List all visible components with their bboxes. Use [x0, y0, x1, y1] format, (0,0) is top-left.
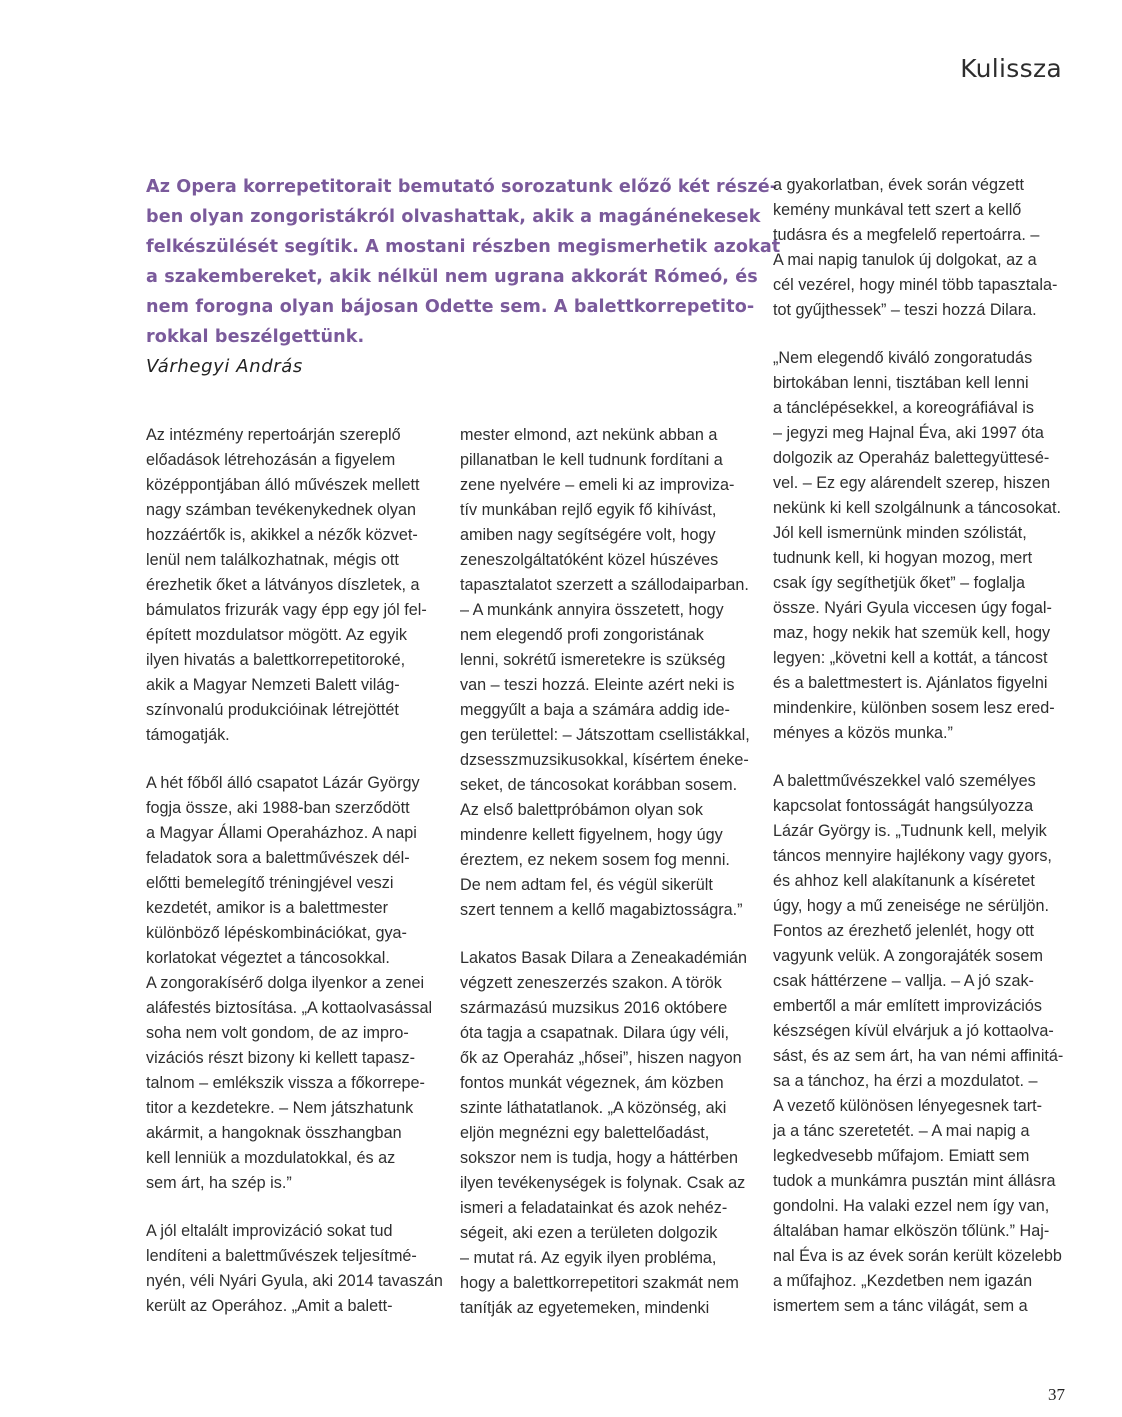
body-text-line: előadások létrehozásán a figyelem	[146, 451, 396, 469]
body-text-line: kemény munkával tett szert a kellő	[773, 201, 1022, 219]
body-text-line: ilyen hivatás a balettkorrepetitoroké,	[146, 651, 406, 669]
body-text-line: ismeri a feladatainkat és azok nehéz-	[460, 1199, 728, 1217]
body-text-line: birtokában lenni, tisztában kell lenni	[773, 374, 1029, 392]
body-text-line: pillanatban le kell tudnunk fordítani a	[460, 451, 723, 469]
body-text-line: seket, de táncosokat korábban sosem.	[460, 776, 738, 794]
body-text-line: akik a Magyar Nemzeti Balett világ-	[146, 676, 400, 694]
body-text-line: A hét főből álló csapatot Lázár György	[146, 774, 420, 792]
body-text-line: cél vezérel, hogy minél több tapasztala-	[773, 276, 1058, 294]
lead-line: rokkal beszélgettünk.	[146, 327, 365, 347]
body-text-line: sem árt, ha szép is.”	[146, 1174, 292, 1192]
body-text-line: hozzáértők is, akikkel a nézők közvet-	[146, 526, 418, 544]
body-text-line: mester elmond, azt nekünk abban a	[460, 426, 718, 444]
article-column-2	[460, 423, 760, 1321]
section-title: Kulissza	[960, 54, 1062, 83]
body-text-line: Az első balettpróbámon olyan sok	[460, 801, 703, 819]
body-text-line: gondolni. Ha valaki ezzel nem így van,	[773, 1197, 1050, 1215]
body-text-line: fogja össze, aki 1988-ban szerződött	[146, 799, 410, 817]
body-text-line: zeneszolgáltatóként közel húszéves	[460, 551, 719, 569]
body-text-line: legkedvesebb műfajom. Emiatt sem	[773, 1147, 1030, 1165]
body-text-line: kapcsolat fontosságát hangsúlyozza	[773, 797, 1034, 815]
body-text-line: úgy, hogy a mű zeneisége ne sérüljön.	[773, 897, 1049, 915]
body-text-line: lendíteni a balettművészek teljesítmé-	[146, 1247, 417, 1265]
body-text-line: általában hamar elköszön tőlünk.” Haj-	[773, 1222, 1050, 1240]
body-text-line: éreztem, ez nekem sosem fog menni.	[460, 851, 730, 869]
body-text-line: hogy a balettkorrepetitori szakmát nem	[460, 1274, 739, 1292]
body-text-line: A jól eltalált improvizáció sokat tud	[146, 1222, 393, 1240]
body-text-line: és a balettmestert is. Ajánlatos figyelni	[773, 674, 1048, 692]
body-text-line: a Magyar Állami Operaházhoz. A napi	[146, 824, 417, 842]
paragraph-gap	[146, 748, 446, 771]
body-text-line: került az Operához. „Amit a balett-	[146, 1297, 393, 1315]
body-text-line: tív munkában rejlő egyik fő kihívást,	[460, 501, 717, 519]
body-text-line: támogatják.	[146, 726, 230, 744]
article-column-3	[773, 173, 1073, 1319]
body-text-line: legyen: „követni kell a kottát, a táncost	[773, 649, 1048, 667]
body-text-line: ilyen tevékenységek is folynak. Csak az	[460, 1174, 746, 1192]
body-text-line: végzett zeneszerzés szakon. A török	[460, 974, 722, 992]
paragraph-gap	[773, 746, 1073, 769]
body-text-line: érezhetik őket a látványos díszletek, a	[146, 576, 420, 594]
body-text-line: De nem adtam fel, és végül sikerült	[460, 876, 713, 894]
body-text-line: embertől a már említett improvizációs	[773, 997, 1042, 1015]
body-text-line: „Nem elegendő kiváló zongoratudás	[773, 349, 1033, 367]
body-text-line: nagy számban tevékenykednek olyan	[146, 501, 416, 519]
body-text-line: mindenkire, különben sosem lesz ered-	[773, 699, 1055, 717]
lead-paragraph	[146, 172, 781, 382]
body-text-line: tapasztalatot szerzett a szállodaiparban.	[460, 576, 749, 594]
body-text-line: táncos mennyire hajlékony vagy gyors,	[773, 847, 1052, 865]
body-text-line: tudnunk kell, ki hogyan mozog, mert	[773, 549, 1033, 567]
body-text-line: sa a tánchoz, ha érzi a mozdulatot. –	[773, 1072, 1038, 1090]
paragraph-gap	[773, 323, 1073, 346]
body-text-line: vel. – Ez egy alárendelt szerep, hiszen	[773, 474, 1051, 492]
body-text-line: – jegyzi meg Hajnal Éva, aki 1997 óta	[773, 424, 1044, 442]
body-text-line: A mai napig tanulok új dolgokat, az a	[773, 251, 1037, 269]
body-text-line: a műfajhoz. „Kezdetben nem igazán	[773, 1272, 1033, 1290]
body-text-line: sokszor nem is tudja, hogy a háttérben	[460, 1149, 739, 1167]
body-text-line: soha nem volt gondom, de az impro-	[146, 1024, 409, 1042]
author-byline: Várhegyi András	[146, 356, 303, 377]
body-text-line: származású muzsikus 2016 októbere	[460, 999, 728, 1017]
body-text-line: épített mozdulatsor mögött. Az egyik	[146, 626, 407, 644]
body-text-line: sást, és az sem árt, ha van némi affinitá-	[773, 1047, 1064, 1065]
body-text-line: szinte láthatatlanok. „A közönség, aki	[460, 1099, 727, 1117]
body-text-line: dolgozik az Operaház balettegyüttesé-	[773, 449, 1050, 467]
body-text-line: fontos munkát végeznek, ám közben	[460, 1074, 724, 1092]
body-text-line: ségeit, aki ezen a területen dolgozik	[460, 1224, 718, 1242]
body-text-line: különböző lépéskombinációkat, gya-	[146, 924, 407, 942]
body-text-line: vizációs részt bizony ki kellett tapasz-	[146, 1049, 415, 1067]
body-text-line: mindenre kellett figyelnem, hogy úgy	[460, 826, 723, 844]
body-text-line: Lázár György is. „Tudnunk kell, melyik	[773, 822, 1047, 840]
body-text-line: Az intézmény repertoárján szereplő	[146, 426, 401, 444]
body-text-line: bámulatos frizurák vagy épp egy jól fel-	[146, 601, 427, 619]
paragraph-gap	[146, 1196, 446, 1219]
body-text-line: nekünk ki kell szolgálnunk a táncosokat.	[773, 499, 1061, 517]
body-text-line: A zongorakísérő dolga ilyenkor a zenei	[146, 974, 425, 992]
body-text-line: – A munkánk annyira összetett, hogy	[460, 601, 724, 619]
body-text-line: feladatok sora a balettművészek dél-	[146, 849, 410, 867]
body-text-line: aláfestés biztosítása. „A kottaolvasással	[146, 999, 433, 1017]
body-text-line: kezdetét, amikor is a balettmester	[146, 899, 389, 917]
body-text-line: a tánclépésekkel, a koreográfiával is	[773, 399, 1034, 417]
body-text-line: Lakatos Basak Dilara a Zeneakadémián	[460, 949, 748, 967]
body-text-line: A vezető különösen lényegesnek tart-	[773, 1097, 1043, 1115]
page-number: 37	[1048, 1385, 1065, 1404]
body-text-line: ők az Operaház „hősei”, hiszen nagyon	[460, 1049, 742, 1067]
body-text-line: vagyunk velük. A zongorajáték sosem	[773, 947, 1043, 965]
body-text-line: nal Éva is az évek során került közelebb	[773, 1247, 1062, 1265]
article-column-1	[146, 423, 446, 1319]
body-text-line: meggyűlt a baja a számára addig ide-	[460, 701, 730, 719]
body-text-line: zene nyelvére – emeli ki az improviza-	[460, 476, 735, 494]
lead-line: felkészülését segítik. A mostani részben megismerhetik azokat	[146, 237, 781, 257]
body-text-line: és ahhoz kell alakítanunk a kíséretet	[773, 872, 1035, 890]
lead-line: nem forogna olyan bájosan Odette sem. A balettkorrepetito-	[146, 297, 755, 317]
body-text-line: csak háttérzene – vallja. – A jó szak-	[773, 972, 1034, 990]
lead-line: ben olyan zongoristákról olvashattak, akik a magánénekesek	[146, 207, 761, 227]
body-text-line: van – teszi hozzá. Eleinte azért neki is	[460, 676, 735, 694]
body-text-line: lenül nem találkozhatnak, mégis ott	[146, 551, 399, 569]
body-text-line: óta tagja a csapatnak. Dilara úgy véli,	[460, 1024, 730, 1042]
lead-line: Az Opera korrepetitorait bemutató sorozatunk előző két részé-	[146, 177, 778, 197]
body-text-line: tudásra és a megfelelő repertoárra. –	[773, 226, 1040, 244]
body-text-line: ismertem sem a tánc világát, sem a	[773, 1297, 1028, 1315]
body-text-line: korlatokat végeztet a táncosokkal.	[146, 949, 390, 967]
body-text-line: lenni, sokrétű ismeretekre is szükség	[460, 651, 726, 669]
body-text-line: ja a tánc szeretetét. – A mai napig a	[773, 1122, 1030, 1140]
body-text-line: ményes a közös munka.”	[773, 724, 953, 742]
body-text-line: nem elegendő profi zongoristának	[460, 626, 704, 644]
body-text-line: a gyakorlatban, évek során végzett	[773, 176, 1025, 194]
body-text-line: amiben nagy segítségére volt, hogy	[460, 526, 716, 544]
body-text-line: Fontos az érezhető jelenlét, hogy ott	[773, 922, 1034, 940]
body-text-line: titor a kezdetekre. – Nem játszhatunk	[146, 1099, 414, 1117]
body-text-line: nyén, véli Nyári Gyula, aki 2014 tavaszán	[146, 1272, 443, 1290]
body-text-line: középpontjában álló művészek mellett	[146, 476, 420, 494]
body-text-line: dzsesszmuzsikusokkal, kísértem éneke-	[460, 751, 749, 769]
body-text-line: csak így segíthetjük őket” – foglalja	[773, 574, 1025, 592]
body-text-line: gen területtel: – Játszottam csellistákkal,	[460, 726, 750, 744]
body-text-line: talnom – emlékszik vissza a főkorrepe-	[146, 1074, 425, 1092]
lead-line: a szakembereket, akik nélkül nem ugrana akkorát Rómeó, és	[146, 267, 758, 287]
body-text-line: tudok a munkámra pusztán mint állásra	[773, 1172, 1056, 1190]
body-text-line: kell lenniük a mozdulatokkal, és az	[146, 1149, 396, 1167]
body-text-line: eljön megnézni egy balettelőadást,	[460, 1124, 710, 1142]
body-text-line: maz, hogy nekik hat szemük kell, hogy	[773, 624, 1051, 642]
body-text-line: tot gyűjthessek” – teszi hozzá Dilara.	[773, 301, 1037, 319]
body-text-line: – mutat rá. Az egyik ilyen probléma,	[460, 1249, 717, 1267]
body-text-line: össze. Nyári Gyula viccesen úgy fogal-	[773, 599, 1052, 617]
body-text-line: tanítják az egyetemeken, mindenki	[460, 1299, 710, 1317]
body-text-line: előtti bemelegítő tréningjével veszi	[146, 874, 394, 892]
body-text-line: szert tennem a kellő magabiztosságra.”	[460, 901, 743, 919]
body-text-line: A balettművészekkel való személyes	[773, 772, 1036, 790]
body-text-line: készségen kívül elvárjuk a jó kottaolva-	[773, 1022, 1054, 1040]
body-text-line: akármit, a hangoknak összhangban	[146, 1124, 402, 1142]
paragraph-gap	[460, 923, 760, 946]
body-text-line: színvonalú produkcióinak létrejöttét	[146, 701, 399, 719]
body-text-line: Jól kell ismernünk minden szólistát,	[773, 524, 1027, 542]
